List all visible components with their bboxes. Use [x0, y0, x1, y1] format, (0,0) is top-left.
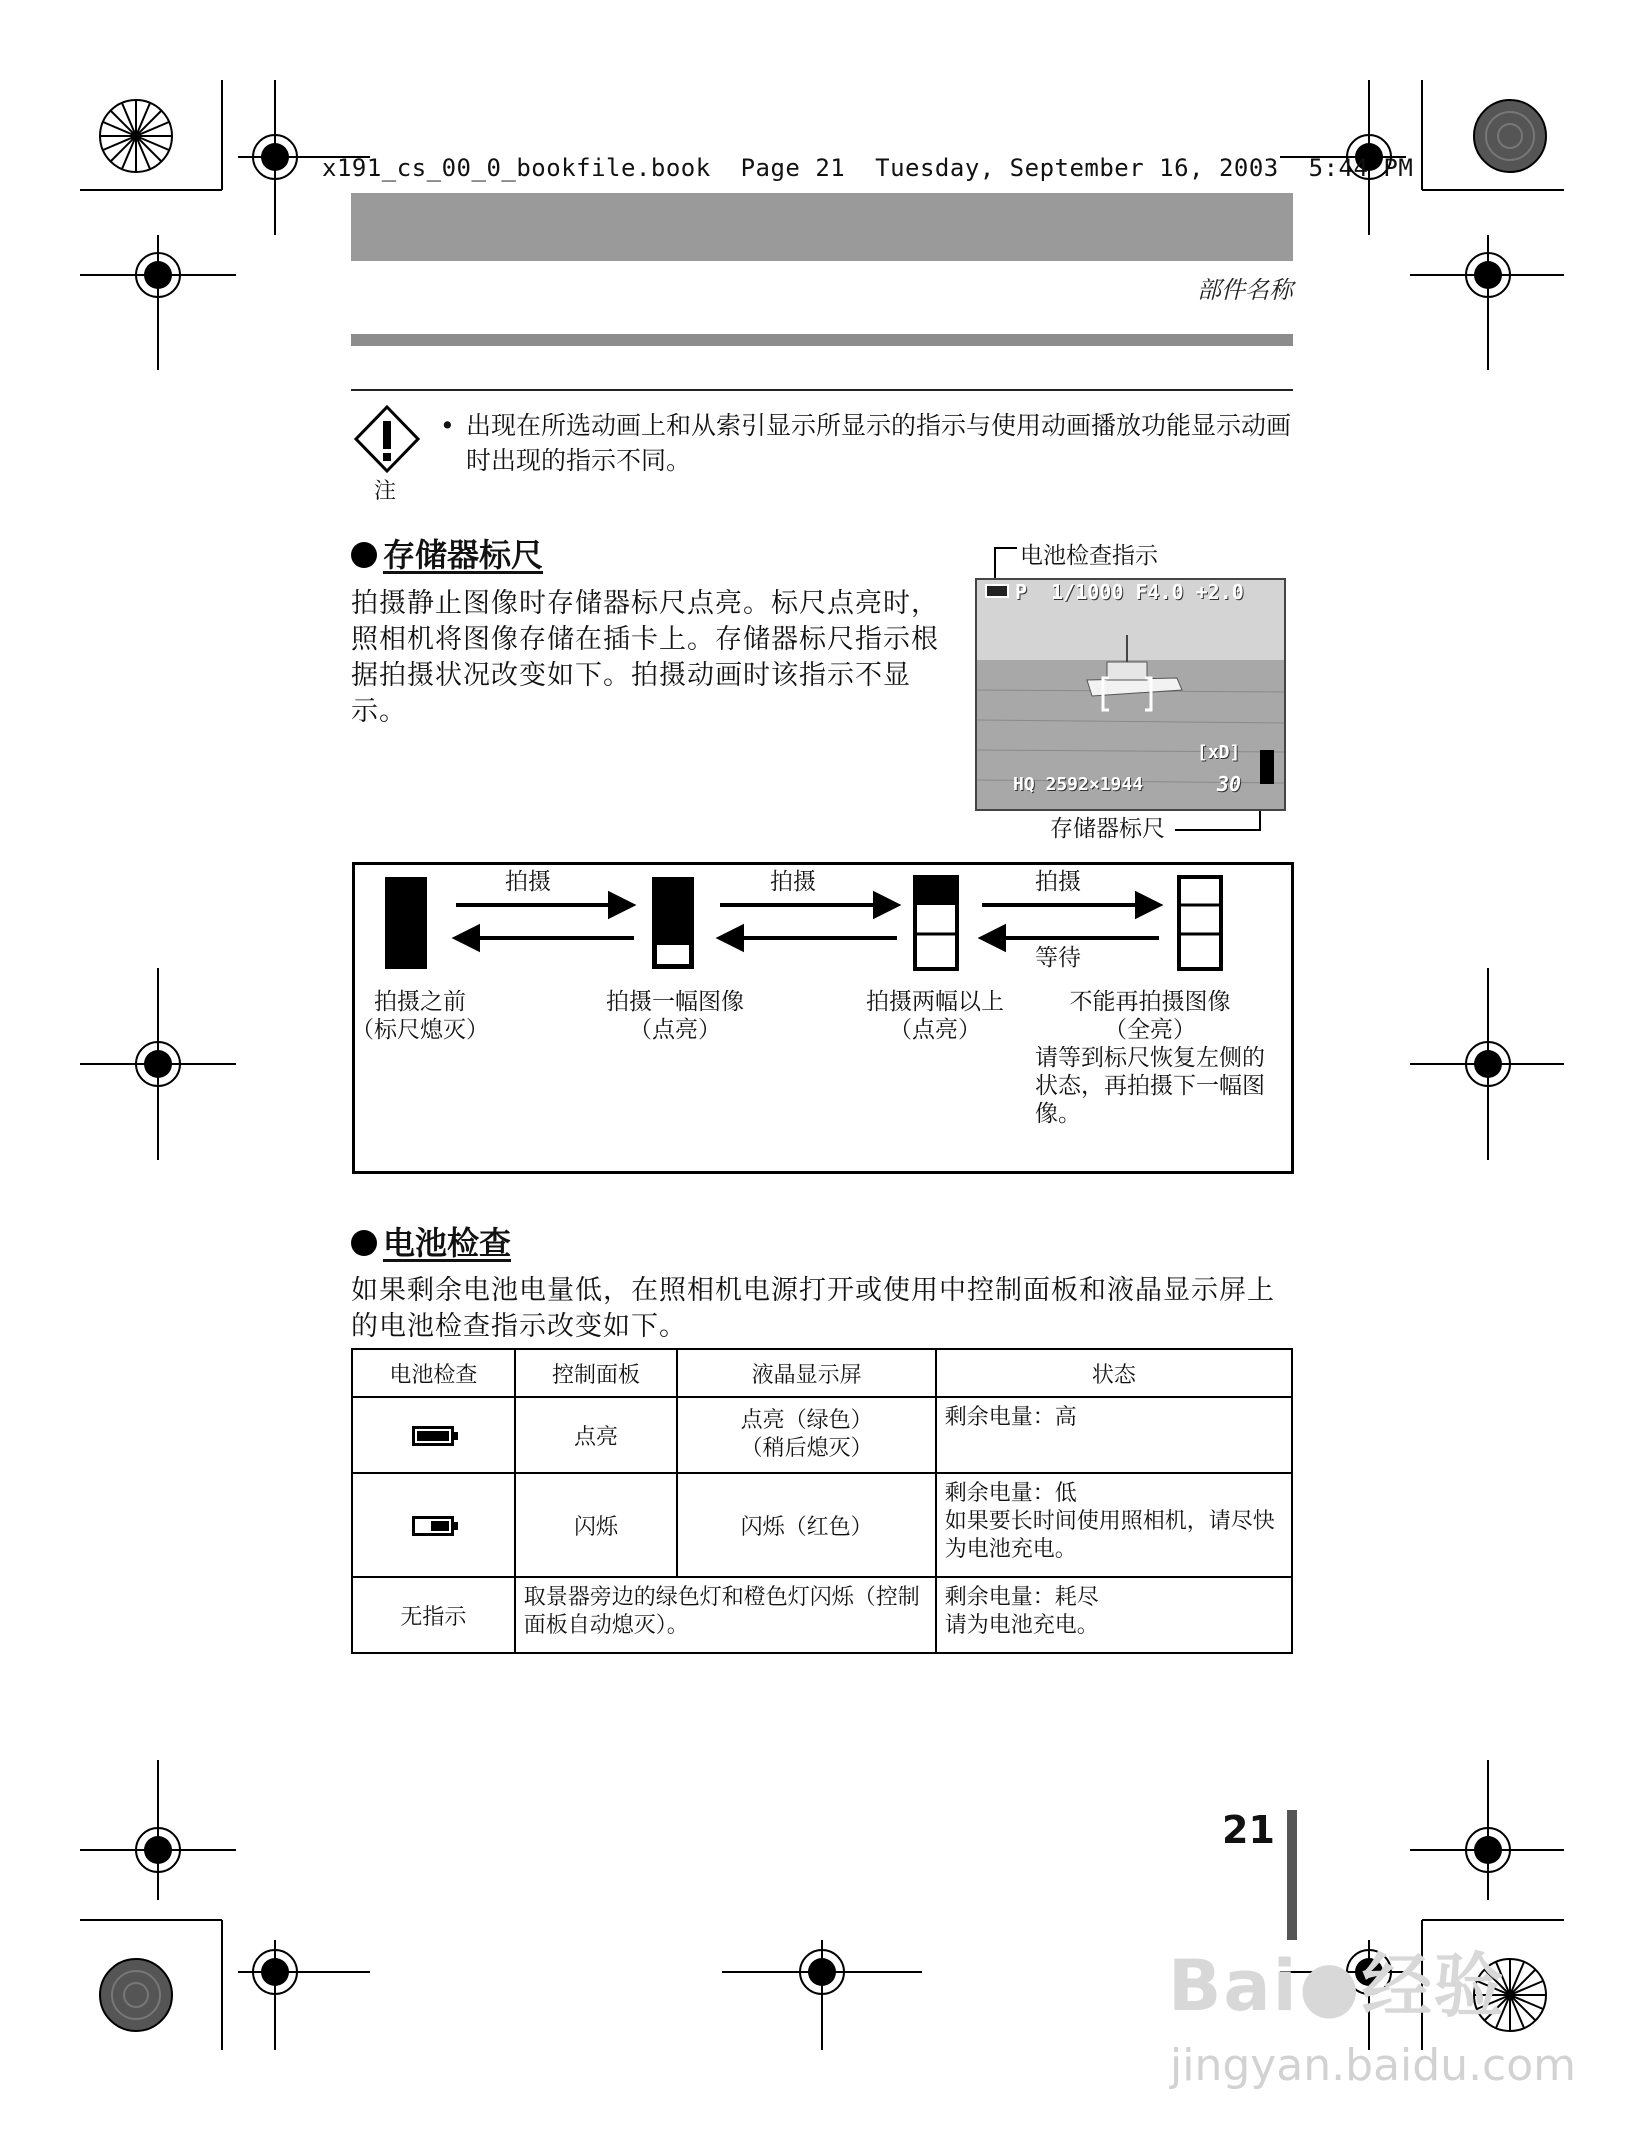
memory-paragraph: 拍摄静止图像时存储器标尺点亮。标尺点亮时，照相机将图像存储在插卡上。存储器标尺指示根据拍摄状况改变如下。拍摄动画时该指示不显示。 — [351, 588, 939, 727]
page-number: 21 — [1222, 1808, 1275, 1852]
battery-full-icon — [412, 1426, 454, 1446]
heading-bullet-icon — [351, 1230, 377, 1256]
arrow-label-shoot-3: 拍摄 — [1035, 869, 1081, 895]
memory-heading — [351, 530, 543, 576]
arrow-label-wait: 等待 — [1035, 945, 1081, 971]
battery-heading — [351, 1218, 511, 1264]
section-rule — [351, 334, 1293, 346]
file-header-line: x191_cs_00_0_bookfile.book Page 21 Tuesday, September 16, 2003 5:44 PM — [322, 154, 1414, 182]
battery-paragraph: 如果剩余电池电量低，在照相机电源打开或使用中控制面板和液晶显示屏上的电池检查指示改变如下。 — [351, 1275, 1275, 1342]
battery-heading-text: 电池检查 — [383, 1224, 512, 1262]
note-bullet: • — [440, 411, 455, 440]
table-row — [352, 1397, 1292, 1473]
state-before-title: 拍摄之前 — [374, 989, 466, 1015]
gauge-full — [1179, 877, 1221, 969]
check-cell: 无指示 — [352, 1577, 515, 1653]
state-one-image — [580, 988, 770, 1044]
state-two-images — [845, 988, 1025, 1044]
note-label: 注 — [374, 479, 397, 504]
lcd-resolution: HQ 2592×1944 — [1013, 774, 1144, 795]
table-row — [352, 1473, 1292, 1577]
status-cell: 剩余电量：耗尽 请为电池充电。 — [936, 1577, 1292, 1653]
lcd-cell: 点亮（绿色） （稍后熄灭） — [677, 1397, 935, 1473]
section-name: 部件名称 — [1197, 276, 1293, 304]
table-row — [352, 1577, 1292, 1653]
header-band — [351, 193, 1293, 261]
lcd-battery-icon — [985, 584, 1009, 598]
battery-check-callout: 电池检查指示 — [1020, 543, 1158, 569]
battery-full-cell — [352, 1397, 515, 1473]
arrow-label-shoot-1: 拍摄 — [505, 869, 551, 895]
state-one-title: 拍摄一幅图像 — [606, 989, 744, 1015]
content-rule — [351, 389, 1293, 391]
state-full-extra: 请等到标尺恢复左侧的状态，再拍摄下一幅图像。 — [1035, 1045, 1265, 1127]
battery-low-cell — [352, 1473, 515, 1577]
arrow-label-shoot-2: 拍摄 — [770, 869, 816, 895]
panel-cell: 点亮 — [515, 1397, 678, 1473]
col-header: 液晶显示屏 — [677, 1349, 935, 1397]
watermark-url: jingyan.baidu.com — [1170, 2040, 1577, 2091]
col-header: 状态 — [936, 1349, 1292, 1397]
battery-low-icon — [412, 1516, 454, 1536]
lcd-top-readout: P 1/1000 F4.0 +2.0 — [1015, 580, 1244, 604]
gauge-before — [385, 877, 427, 969]
memory-gauge-callout: 存储器标尺 — [1050, 816, 1165, 842]
state-two-title: 拍摄两幅以上 — [866, 989, 1004, 1015]
battery-table — [351, 1348, 1293, 1654]
status-cell: 剩余电量：高 — [936, 1397, 1292, 1473]
lcd-cell: 闪烁（红色） — [677, 1473, 935, 1577]
lcd-shots-remaining: 30 — [1217, 772, 1242, 796]
lcd-screen-photo — [975, 578, 1286, 811]
paw-icon: ● — [1298, 1945, 1362, 2027]
panel-lcd-cell: 取景器旁边的绿色灯和橙色灯闪烁（控制面板自动熄灭）。 — [515, 1577, 936, 1653]
state-before — [340, 988, 500, 1044]
state-one-sub: （点亮） — [629, 1017, 721, 1043]
watermark-brand: Bai — [1168, 1945, 1299, 2027]
watermark-brand-tail: 经验 — [1361, 1945, 1506, 2027]
panel-cell: 闪烁 — [515, 1473, 678, 1577]
col-header: 电池检查 — [352, 1349, 515, 1397]
lcd-card-indicator: [xD] — [1197, 742, 1241, 763]
state-full-sub: （全亮） — [1104, 1017, 1196, 1043]
state-full-title: 不能再拍摄图像 — [1069, 989, 1231, 1015]
note-text — [440, 408, 1300, 478]
state-two-sub: （点亮） — [889, 1017, 981, 1043]
status-cell: 剩余电量：低 如果要长时间使用照相机，请尽快为电池充电。 — [936, 1473, 1292, 1577]
state-before-sub: （标尺熄灭） — [351, 1017, 489, 1043]
page-number-bar — [1287, 1810, 1297, 1940]
watermark-logo — [1168, 1930, 1506, 2031]
table-header-row — [352, 1349, 1292, 1397]
memory-heading-text: 存储器标尺 — [383, 536, 544, 574]
col-header: 控制面板 — [515, 1349, 678, 1397]
state-full — [1035, 988, 1265, 1128]
note-body: 出现在所选动画上和从索引显示所显示的指示与使用动画播放功能显示动画时出现的指示不同。 — [466, 411, 1292, 475]
heading-bullet-icon — [351, 542, 377, 568]
